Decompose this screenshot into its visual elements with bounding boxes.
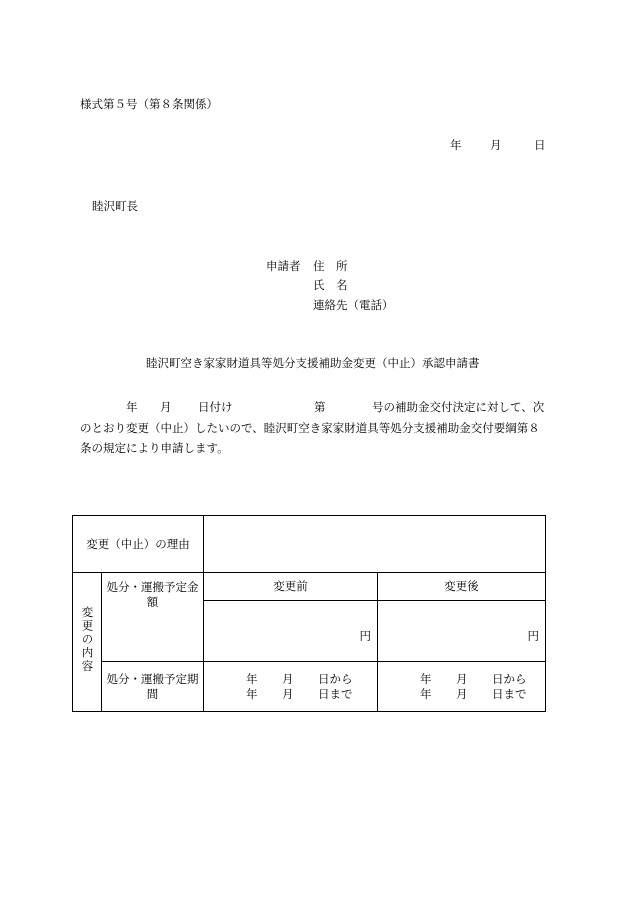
amount-label: 処分・運搬予定金額 — [106, 580, 199, 609]
period-before-until-year: 年 — [246, 686, 258, 701]
period-label-cell — [102, 662, 204, 712]
period-after-cell[interactable] — [378, 662, 546, 712]
body-paragraph — [80, 397, 550, 459]
before-header-cell — [204, 573, 378, 601]
reason-label-cell — [73, 516, 204, 573]
content-label-cell — [73, 573, 102, 712]
amount-after-cell[interactable] — [378, 601, 546, 662]
after-header: 変更後 — [444, 579, 479, 593]
period-after-from-day: 日から — [492, 671, 527, 686]
period-after-until-year: 年 — [420, 686, 432, 701]
period-before-until-day: 日まで — [318, 686, 353, 701]
reason-label: 変更（中止）の理由 — [86, 536, 190, 551]
date-month: 月 — [490, 138, 502, 152]
period-after-from-year: 年 — [420, 671, 432, 686]
reason-input-cell[interactable] — [204, 516, 546, 573]
amount-after-yen: 円 — [527, 629, 539, 643]
period-before-from — [204, 672, 377, 687]
date-line — [450, 137, 546, 153]
body-year: 年 — [126, 400, 138, 414]
date-day: 日 — [534, 138, 546, 152]
period-after-from-month: 月 — [456, 671, 468, 686]
document-title: 睦沢町空き家家財道具等処分支援補助金変更（中止）承認申請書 — [146, 356, 480, 370]
content-label: 変更の内容 — [80, 606, 95, 674]
period-before-from-year: 年 — [246, 671, 258, 686]
applicant-address-label: 住 所 — [313, 259, 348, 273]
period-before-from-day: 日から — [318, 671, 353, 686]
period-before-until-month: 月 — [282, 686, 294, 701]
body-month: 月 — [160, 400, 172, 414]
period-after-until — [378, 687, 545, 702]
addressee: 睦沢町長 — [92, 199, 138, 213]
before-header: 変更前 — [273, 579, 308, 593]
form-number: 様式第５号（第８条関係） — [80, 97, 218, 111]
period-after-from — [378, 672, 545, 687]
applicant-name-label: 氏 名 — [313, 278, 348, 292]
period-after-until-day: 日まで — [492, 686, 527, 701]
applicant-contact-label: 連絡先（電話） — [313, 298, 394, 312]
applicant-label: 申請者 — [266, 259, 301, 273]
period-before-until — [204, 687, 377, 702]
period-after-until-month: 月 — [456, 686, 468, 701]
period-before-from-month: 月 — [282, 671, 294, 686]
body-number-prefix: 第 — [314, 400, 326, 414]
application-form-table — [72, 515, 546, 712]
date-year: 年 — [450, 138, 462, 152]
period-before-cell[interactable] — [204, 662, 378, 712]
body-line-2: のとおり変更（中止）したいので、睦沢町空き家家財道具等処分支援補助金交付要綱第８ — [80, 420, 540, 435]
amount-label-cell — [102, 573, 204, 662]
amount-before-yen: 円 — [359, 629, 371, 643]
body-dated: 日付け — [198, 400, 233, 414]
body-line-1-rest: 号の補助金交付決定に対して、次 — [372, 400, 545, 414]
body-line-3: 条の規定により申請します。 — [80, 441, 229, 455]
after-header-cell — [378, 573, 546, 601]
amount-before-cell[interactable] — [204, 601, 378, 662]
body-line-1 — [80, 397, 550, 418]
period-label: 処分・運搬予定期間 — [106, 671, 199, 701]
